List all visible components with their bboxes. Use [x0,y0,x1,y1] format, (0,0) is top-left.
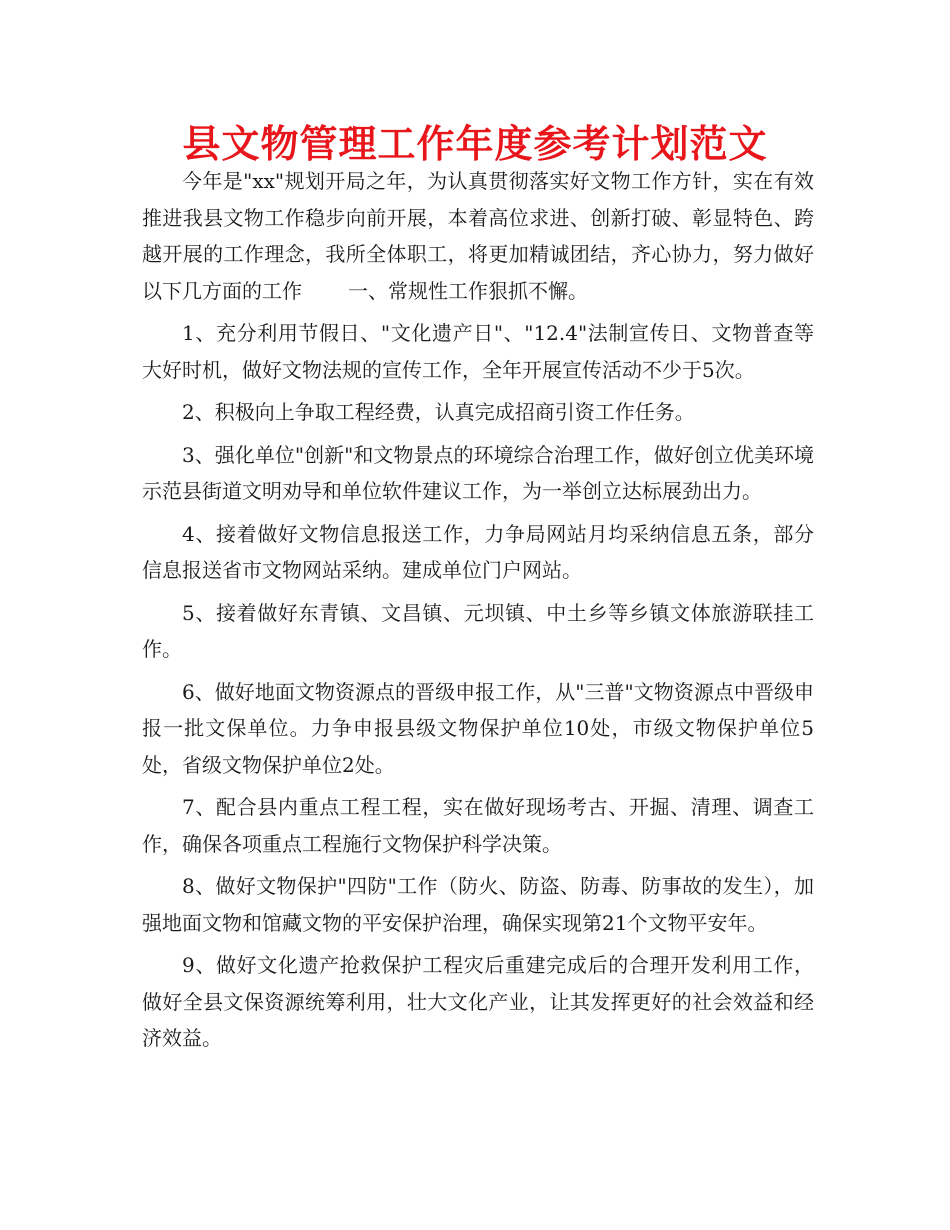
list-item-7: 7、配合县内重点工程工程，实在做好现场考古、开掘、清理、调查工作，确保各项重点工程施行文物保护科学决策。 [142,795,814,856]
list-item-1: 1、充分利用节假日、"文化遗产日"、"12.4"法制宣传日、文物普查等大好时机，做好文物法规的宣传工作，全年开展宣传活动不少于5次。 [142,321,814,382]
list-item-4: 4、接着做好文物信息报送工作，力争局网站月均采纳信息五条，部分信息报送省市文物网站采纳。建成单位门户网站。 [142,521,814,582]
list-item-6: 6、做好地面文物资源点的晋级申报工作，从"三普"文物资源点中晋级申报一批文保单位。力争申报县级文物保护单位10处，市级文物保护单位5处，省级文物保护单位2处。 [142,679,814,777]
document-body [142,163,814,1057]
document-title: 县文物管理工作年度参考计划范文 [182,121,768,166]
list-item-8: 8、做好文物保护"四防"工作（防火、防盗、防毒、防事故的发生），加强地面文物和馆藏文物的平安保护治理，确保实现第21个文物平安年。 [142,874,814,935]
section-heading: 一、常规性工作狠抓不懈。 [348,278,588,303]
list-item-2: 2、积极向上争取工程经费，认真完成招商引资工作任务。 [182,400,695,424]
list-item-9: 9、做好文化遗产抢救保护工程灾后重建完成后的合理开发利用工作，做好全县文保资源统筹利用，壮大文化产业，让其发挥更好的社会效益和经济效益。 [142,953,814,1050]
intro-paragraph [142,163,814,309]
intro-text: 今年是"xx"规划开局之年，为认真贯彻落实好文物工作方针，实在有效推进我县文物工作稳步向前开展，本着高位求进、创新打破、彰显特色、跨越开展的工作理念，我所全体职工，将更加精诚团结，齐心协力，努力做好以下几方面的工作 [142,169,814,303]
list-item-5: 5、接着做好东青镇、文昌镇、元坝镇、中土乡等乡镇文体旅游联挂工作。 [142,600,814,661]
list-item-3: 3、强化单位"创新"和文物景点的环境综合治理工作，做好创立优美环境示范县街道文明劝导和单位软件建议工作，为一举创立达标展劲出力。 [142,442,814,503]
